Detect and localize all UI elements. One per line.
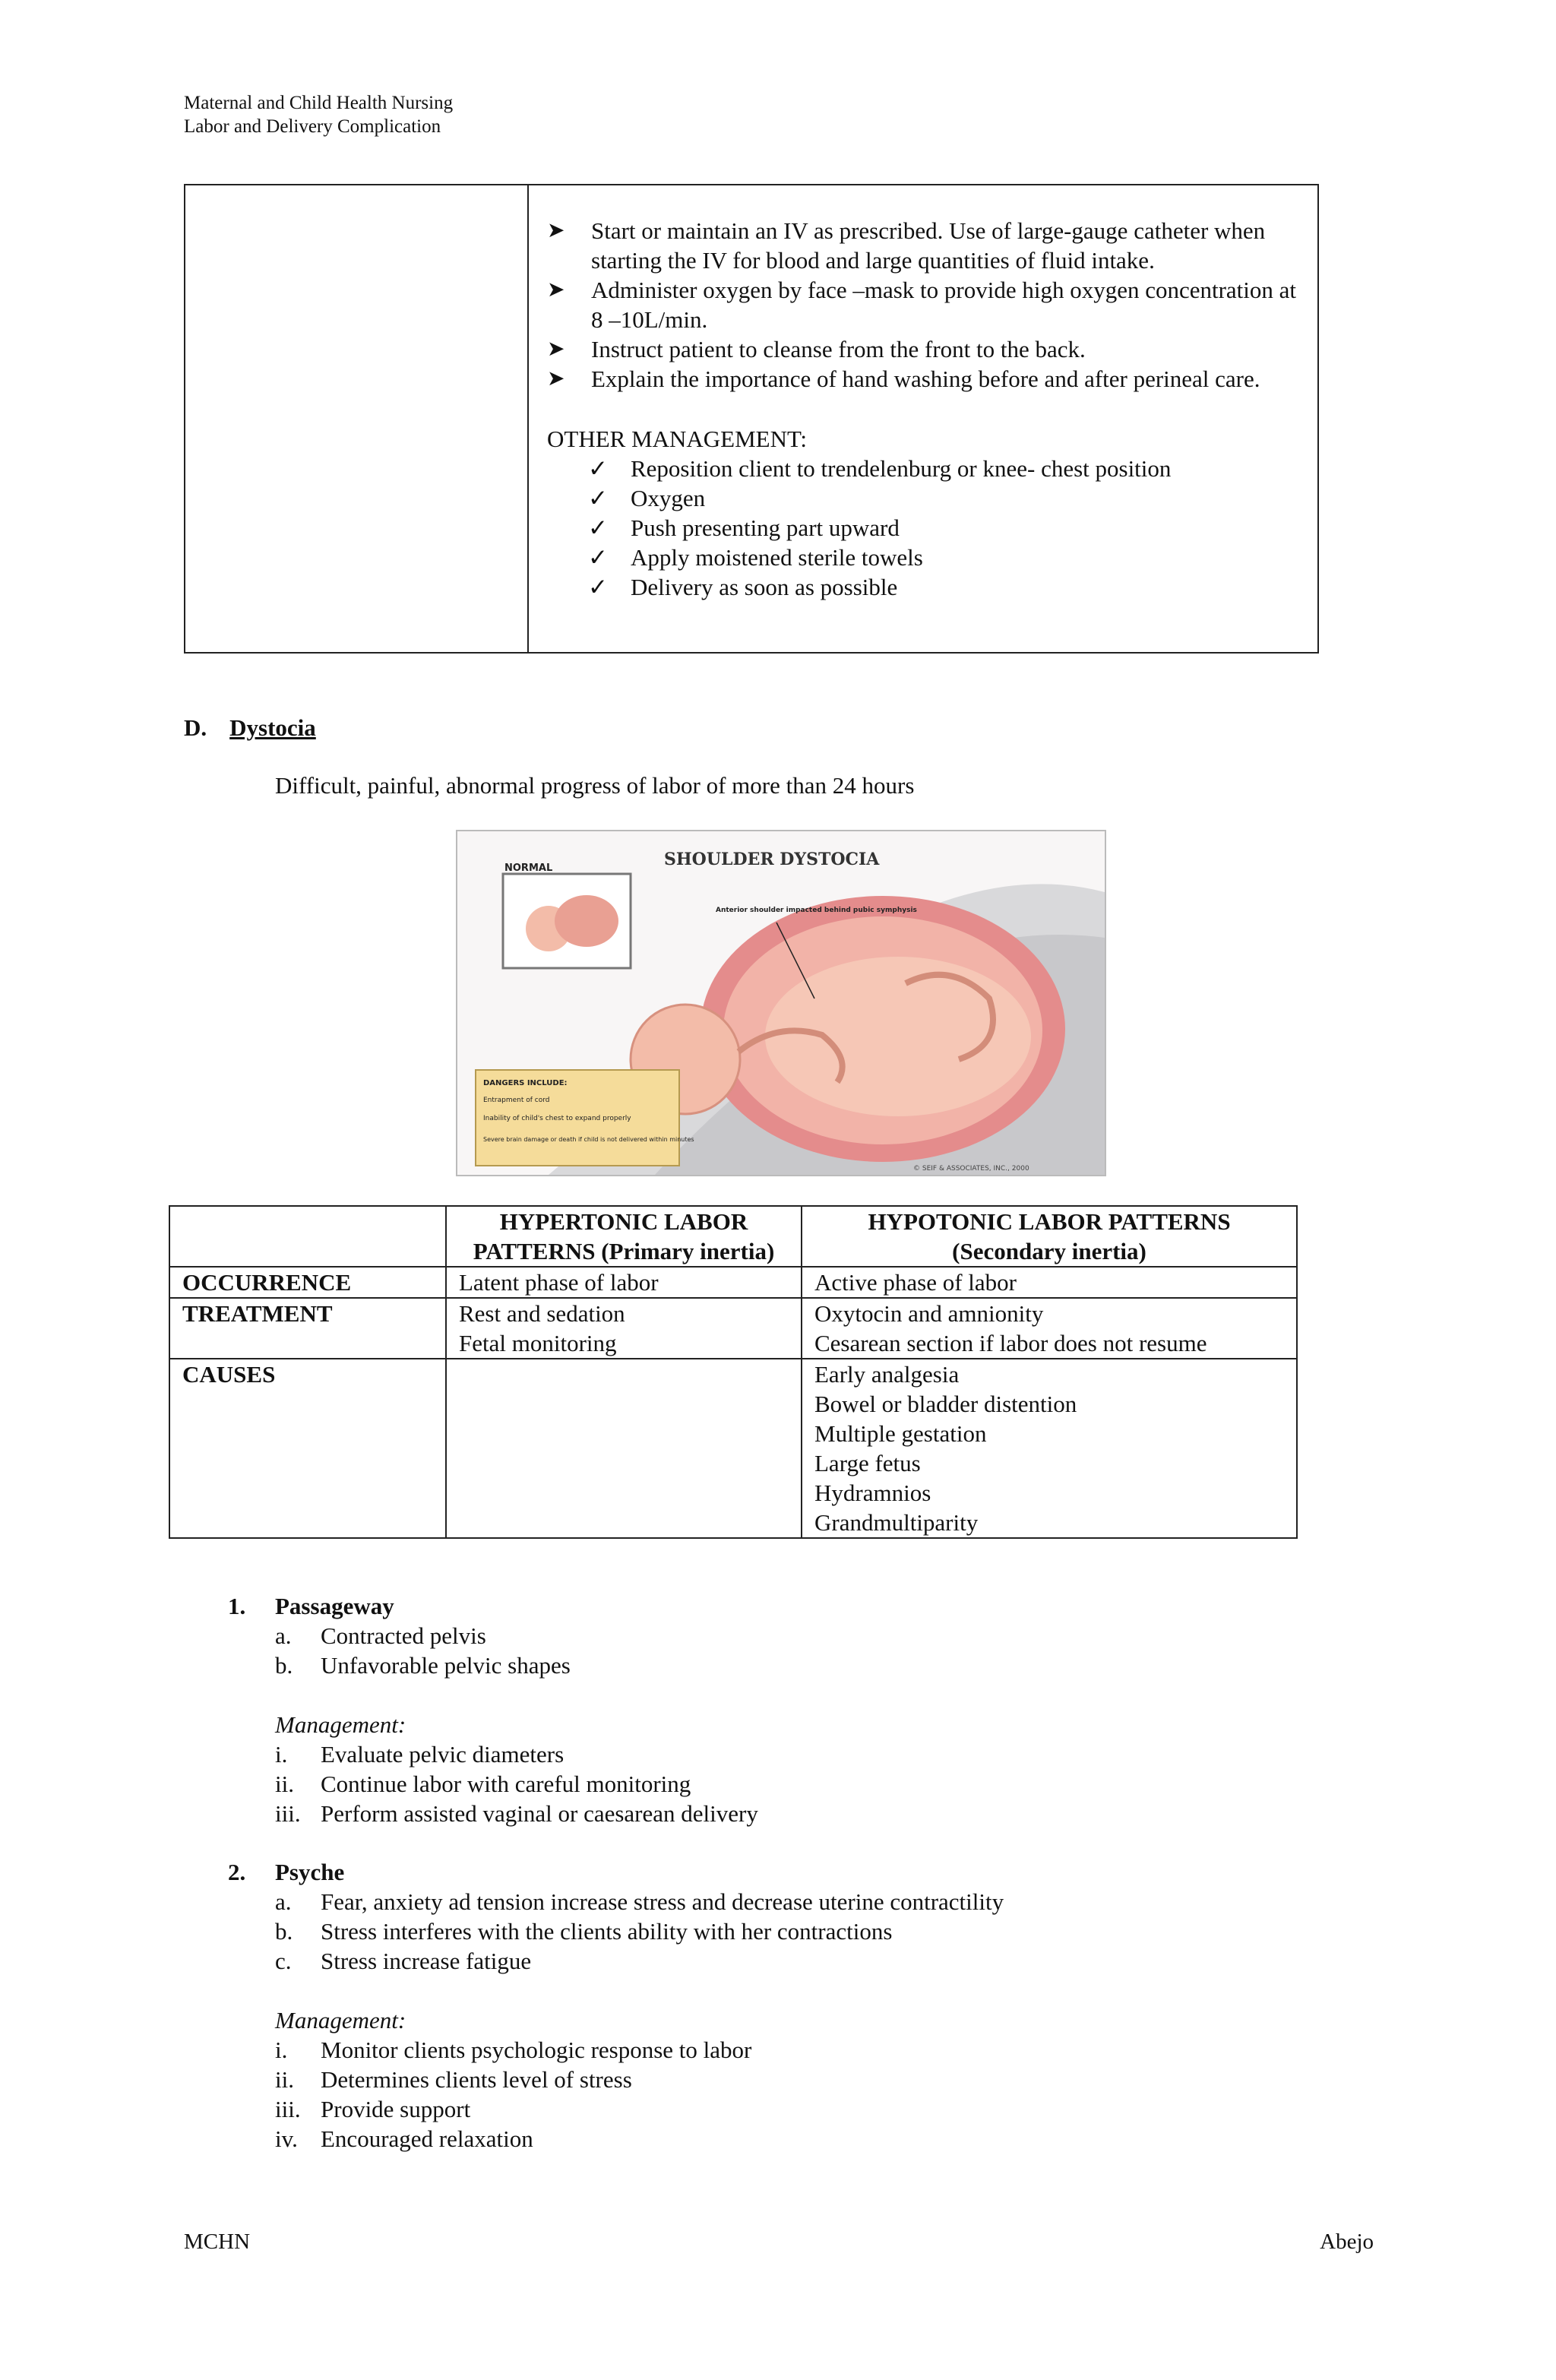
table-row [169, 1359, 1297, 1538]
page-header [184, 91, 453, 138]
list-item: ii. Continue labor with careful monitoring [275, 1771, 691, 1797]
cell-hypertonic [446, 1359, 802, 1538]
section-title: Dystocia [229, 714, 316, 741]
arrow-bullet-icon: ➤ [547, 337, 565, 361]
list-item: a. Contracted pelvis [275, 1622, 486, 1649]
checkmark-icon: ✓ [588, 455, 608, 482]
list-item: iii. Perform assisted vaginal or caesarean delivery [275, 1800, 758, 1827]
danger-item-chest: Inability of child's chest to expand properly [483, 1115, 631, 1122]
row-label-treatment: TREATMENT [169, 1298, 446, 1359]
list-item: b. Unfavorable pelvic shapes [275, 1652, 571, 1679]
psyche-section [228, 1857, 1216, 2154]
dangers-title: DANGERS INCLUDE: [483, 1079, 568, 1087]
management-content [547, 216, 1307, 602]
row-label-occurrence: OCCURRENCE [169, 1267, 446, 1298]
arrow-bullet-icon: ➤ [547, 367, 565, 391]
row-label-causes: CAUSES [169, 1359, 446, 1538]
list-item: a. Fear, anxiety ad tension increase stress and decrease uterine contractility [275, 1888, 1004, 1915]
list-title: Passageway [275, 1593, 394, 1619]
arrow-bullet-icon: ➤ [547, 278, 565, 302]
section-letter: D. [184, 714, 207, 741]
danger-item-brain: Severe brain damage or death if child is not delivered within minutes [483, 1136, 694, 1143]
figure-credit: © SEIF & ASSOCIATES, INC., 2000 [913, 1165, 1029, 1173]
cell-hypotonic: Active phase of labor [802, 1267, 1297, 1298]
cell-hypertonic: Latent phase of labor [446, 1267, 802, 1298]
labor-patterns-table [169, 1205, 1298, 1539]
footer-left: MCHN [184, 2230, 251, 2254]
management-box [184, 184, 1319, 654]
list-number: 1. [228, 1593, 246, 1619]
section-heading [184, 714, 316, 742]
checkmark-icon: ✓ [588, 514, 608, 541]
management-label: Management: [275, 2007, 406, 2033]
list-item: ii. Determines clients level of stress [275, 2066, 632, 2093]
inset-label: NORMAL [504, 862, 553, 874]
arrow-item: ➤ Start or maintain an IV as prescribed. Use of large-gauge catheter when starting the IV for blood and large quantities of fluid intake. [547, 217, 1266, 274]
list-item: i. Monitor clients psychologic response to labor [275, 2037, 752, 2063]
check-item: ✓ Oxygen [588, 485, 706, 511]
list-number: 2. [228, 1859, 246, 1885]
checkmark-icon: ✓ [588, 485, 608, 511]
shoulder-dystocia-figure [456, 830, 1106, 1176]
list-item: c. Stress increase fatigue [275, 1948, 532, 1974]
header-course: Maternal and Child Health Nursing [184, 93, 454, 113]
arrow-item: ➤ Administer oxygen by face –mask to provide high oxygen concentration at 8 –10L/min. [547, 277, 1297, 333]
check-item: ✓ Push presenting part upward [588, 514, 900, 541]
cell-hypertonic: Rest and sedation Fetal monitoring [446, 1298, 802, 1359]
danger-item-cord: Entrapment of cord [483, 1097, 550, 1104]
arrow-bullet-icon: ➤ [547, 219, 565, 242]
table-header-hypertonic: HYPERTONIC LABOR PATTERNS (Primary inertia) [446, 1206, 802, 1267]
arrow-item: ➤ Instruct patient to cleanse from the front to the back. [547, 336, 1086, 362]
check-item: ✓ Reposition client to trendelenburg or knee- chest position [588, 455, 1172, 482]
check-item: ✓ Delivery as soon as possible [588, 574, 898, 600]
checkmark-icon: ✓ [588, 544, 608, 571]
box-divider [527, 185, 529, 652]
list-item: iv. Encouraged relaxation [275, 2125, 533, 2152]
annotation-text: Anterior shoulder impacted behind pubic symphysis [716, 907, 917, 914]
footer-right: Abejo [1320, 2230, 1374, 2254]
table-header-empty [169, 1206, 446, 1267]
check-item: ✓ Apply moistened sterile towels [588, 544, 923, 571]
shoulder-dystocia-illustration [457, 831, 1105, 1175]
other-management-title: OTHER MANAGEMENT: [547, 426, 808, 452]
list-item: b. Stress interferes with the clients ability with her contractions [275, 1918, 893, 1945]
table-row [169, 1267, 1297, 1298]
cell-hypotonic: Oxytocin and amnionity Cesarean section if labor does not resume [802, 1298, 1297, 1359]
list-item: i. Evaluate pelvic diameters [275, 1741, 565, 1768]
section-definition: Difficult, painful, abnormal progress of labor of more than 24 hours [275, 772, 915, 799]
table-header-row [169, 1206, 1297, 1267]
arrow-item: ➤ Explain the importance of hand washing before and after perineal care. [547, 366, 1260, 392]
list-item: iii. Provide support [275, 2096, 471, 2122]
cell-hypotonic: Early analgesia Bowel or bladder distention Multiple gestation Large fetus Hydramnios Grandmultiparity [802, 1359, 1297, 1538]
inset-fetus-body [555, 895, 618, 947]
table-row [169, 1298, 1297, 1359]
management-label: Management: [275, 1711, 406, 1738]
list-title: Psyche [275, 1859, 345, 1885]
figure-title: SHOULDER DYSTOCIA [664, 850, 880, 869]
header-topic: Labor and Delivery Complication [184, 116, 441, 137]
passageway-section [228, 1591, 1216, 1828]
table-header-hypotonic: HYPOTONIC LABOR PATTERNS (Secondary inertia) [802, 1206, 1297, 1267]
checkmark-icon: ✓ [588, 574, 608, 600]
